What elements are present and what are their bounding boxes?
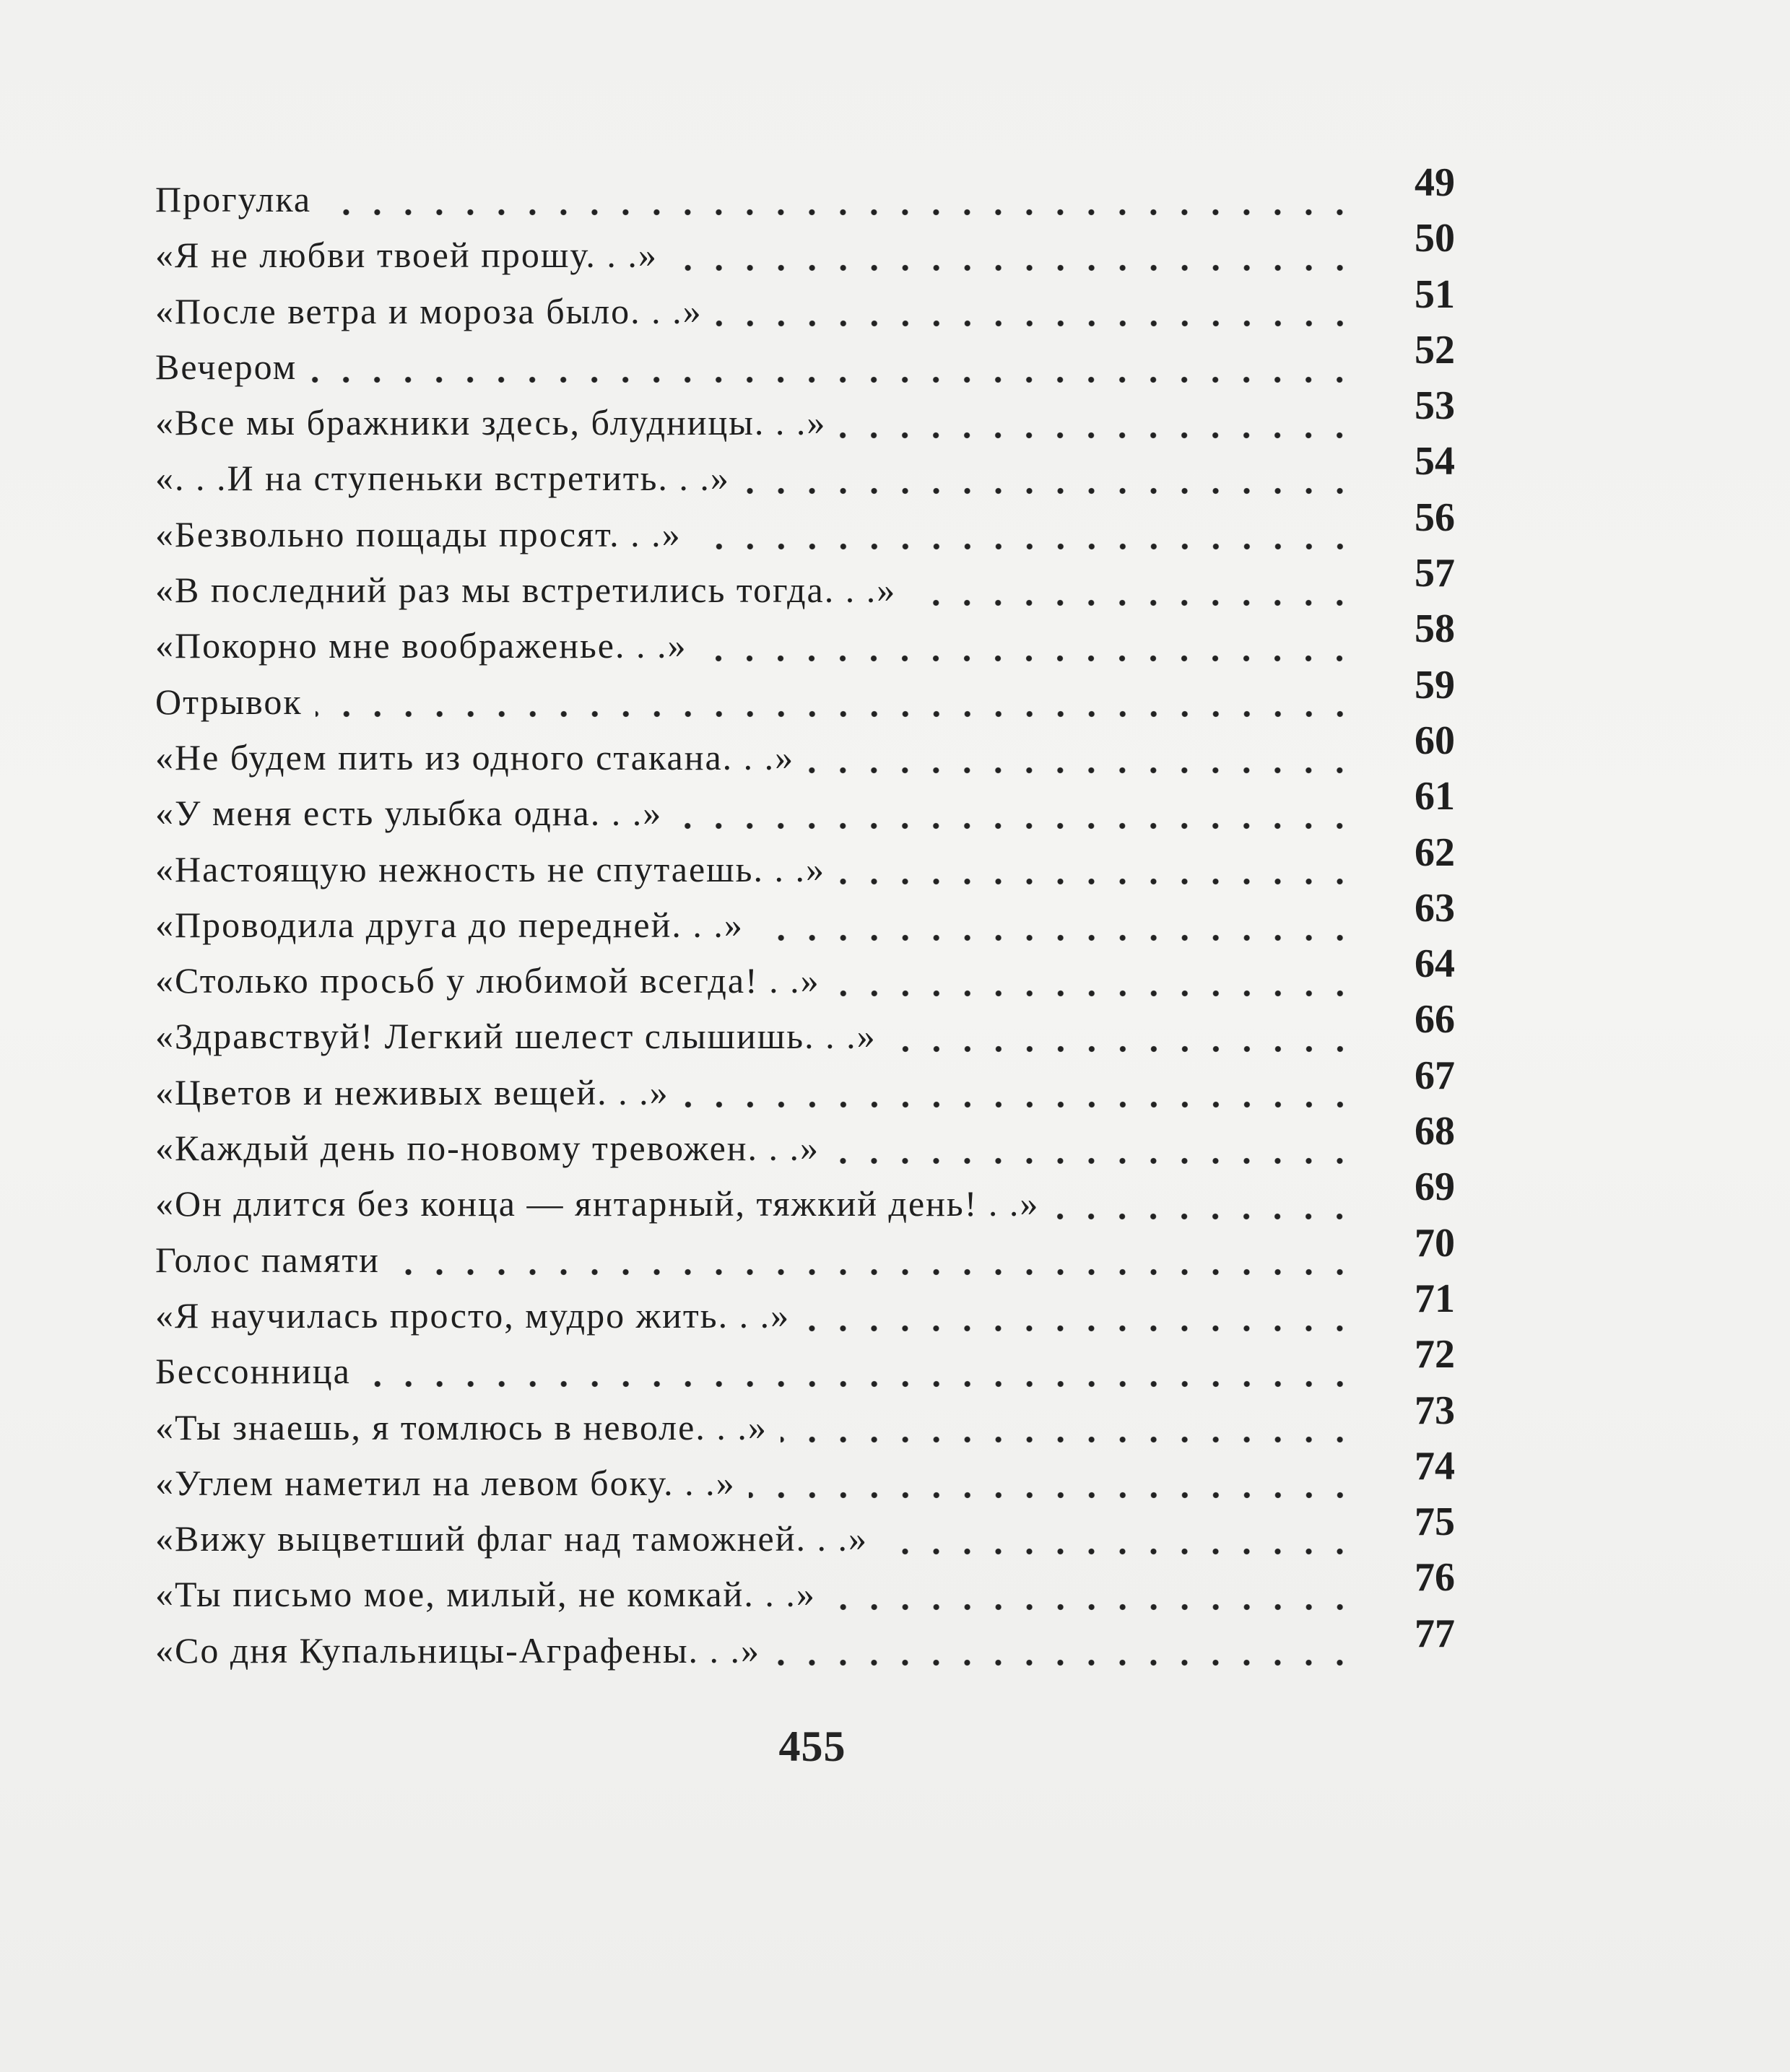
dot-leader (803, 1325, 1355, 1332)
dot-leader (829, 1603, 1355, 1611)
toc-entry (155, 495, 1455, 566)
toc-entry-title: Прогулка (155, 179, 312, 219)
toc-entry-page-number: 57 (1415, 551, 1455, 596)
toc-entry-title: «Ты знаешь, я томлюсь в неволе. . .» (155, 1406, 768, 1448)
toc-entry-page-number: 76 (1415, 1555, 1455, 1601)
toc-entry-page-number: 63 (1415, 885, 1455, 931)
toc-entry (155, 439, 1455, 510)
dot-leader (716, 320, 1355, 327)
toc-entry (155, 271, 1455, 343)
toc-entry-page-number: 49 (1415, 160, 1455, 205)
toc-entry-title: Вечером (155, 346, 297, 387)
toc-entry-page-number: 72 (1415, 1332, 1455, 1377)
dot-leader (1052, 1213, 1355, 1220)
page-number: 455 (778, 1723, 846, 1770)
toc-entry-page-number: 71 (1415, 1276, 1455, 1321)
toc-entry (155, 885, 1455, 957)
dot-leader (310, 376, 1355, 383)
dot-leader (838, 878, 1355, 885)
toc-entry (155, 1388, 1455, 1459)
toc-entry-title: «Каждый день по-новому тревожен. . .» (155, 1128, 820, 1169)
toc-entry-page-number: 59 (1415, 662, 1455, 708)
toc-entry-title: «Покорно мне воображенье. . .» (155, 625, 687, 666)
dot-leader (743, 487, 1355, 495)
dot-leader (757, 934, 1355, 941)
dot-leader (671, 264, 1355, 271)
toc-entry-title: Бессонница (155, 1351, 351, 1392)
toc-entry (155, 160, 1455, 231)
toc-entry-page-number: 66 (1415, 997, 1455, 1042)
toc-entry-page-number: 52 (1415, 327, 1455, 373)
toc-entry (155, 327, 1455, 399)
dot-leader (324, 209, 1355, 216)
dot-leader (807, 767, 1355, 774)
dot-leader (773, 1659, 1355, 1666)
toc-entry (155, 1555, 1455, 1626)
toc-entry-page-number: 53 (1415, 383, 1455, 429)
toc-entry-page-number: 56 (1415, 495, 1455, 540)
toc-entry-title: «Я научилась просто, мудро жить. . .» (155, 1294, 791, 1336)
toc-entry-page-number: 51 (1415, 271, 1455, 317)
toc-entry-page-number: 58 (1415, 606, 1455, 652)
dot-leader (682, 1101, 1355, 1108)
dot-leader (839, 432, 1355, 439)
toc-entry (155, 1109, 1455, 1180)
toc-entry-title: «Он длится без конца — янтарный, тяжкий день! . .» (155, 1183, 1040, 1224)
toc-entry-page-number: 69 (1415, 1165, 1455, 1210)
toc-entry-page-number: 70 (1415, 1220, 1455, 1266)
toc-entry (155, 216, 1455, 287)
dot-leader (833, 990, 1355, 997)
dot-leader (833, 1157, 1355, 1165)
toc-entry (155, 383, 1455, 454)
toc-entry-title: «Углем наметил на левом боку. . .» (155, 1462, 736, 1503)
toc-entry-title: «Настоящую нежность не спутаешь. . .» (155, 848, 825, 889)
toc-entry (155, 1611, 1455, 1682)
toc-entry (155, 606, 1455, 677)
dot-leader (781, 1436, 1355, 1443)
toc-entry-page-number: 61 (1415, 774, 1455, 819)
toc-entry (155, 662, 1455, 734)
toc-entry-page-number: 74 (1415, 1443, 1455, 1489)
toc-entry (155, 830, 1455, 901)
toc-entry-page-number: 62 (1415, 830, 1455, 875)
toc-entry-page-number: 73 (1415, 1388, 1455, 1433)
toc-entry-title: Голос памяти (155, 1239, 380, 1280)
toc-entry-title: «Не будем пить из одного стакана. . .» (155, 736, 795, 778)
dot-leader (695, 543, 1355, 550)
dot-leader (881, 1548, 1355, 1555)
toc-entry-page-number: 54 (1415, 439, 1455, 484)
toc-entry-title: «Вижу выцветший флаг над таможней. . .» (155, 1518, 868, 1559)
dot-leader (675, 822, 1355, 830)
toc-entry (155, 1332, 1455, 1403)
dot-leader (700, 655, 1355, 662)
toc-entry-title: «Все мы бражники здесь, блудницы. . .» (155, 402, 827, 443)
toc-entry (155, 941, 1455, 1012)
toc-entry-title: «Ты письмо мое, милый, не комкай. . .» (155, 1574, 816, 1615)
toc-entry (155, 1220, 1455, 1292)
toc-entry-page-number: 77 (1415, 1611, 1455, 1656)
toc-entry-title: Отрывок (155, 681, 303, 722)
toc-entry-page-number: 60 (1415, 718, 1455, 763)
dot-leader (316, 710, 1355, 718)
toc-entry-title: «Безвольно пощады просят. . .» (155, 513, 682, 554)
toc-entry-title: «Проводила друга до передней. . .» (155, 904, 744, 945)
dot-leader (890, 1045, 1355, 1053)
dot-leader (749, 1492, 1355, 1499)
toc-entry-title: «Здравствуй! Легкий шелест слышишь. . .» (155, 1016, 877, 1057)
toc-entry-title: «Столько просьб у любимой всегда! . .» (155, 960, 820, 1001)
dot-leader (393, 1268, 1355, 1276)
toc-entry-title: «Я не любви твоей прошу. . .» (155, 235, 658, 276)
toc-entry-title: «После ветра и мороза было. . .» (155, 290, 703, 331)
dot-leader (364, 1380, 1355, 1388)
toc-entry-title: «Со дня Купальницы-Аграфены. . .» (155, 1629, 761, 1671)
toc-entry-title: «В последний раз мы встретились тогда. . .» (155, 570, 897, 611)
toc-entry (155, 718, 1455, 789)
table-of-contents (155, 160, 1455, 1682)
toc-entry-page-number: 67 (1415, 1053, 1455, 1098)
toc-entry (155, 774, 1455, 845)
toc-entry-page-number: 50 (1415, 216, 1455, 261)
toc-entry (155, 551, 1455, 622)
toc-entry (155, 1276, 1455, 1347)
toc-entry (155, 1443, 1455, 1515)
toc-entry-title: «. . .И на ступеньки встретить. . .» (155, 458, 730, 499)
toc-entry-page-number: 64 (1415, 941, 1455, 987)
toc-entry-title: «У меня есть улыбка одна. . .» (155, 793, 663, 834)
toc-entry (155, 1165, 1455, 1235)
dot-leader (909, 599, 1355, 606)
toc-entry (155, 1053, 1455, 1124)
toc-entry-title: «Цветов и неживых вещей. . .» (155, 1071, 669, 1113)
toc-entry (155, 997, 1455, 1068)
toc-entry-page-number: 75 (1415, 1499, 1455, 1545)
toc-entry-page-number: 68 (1415, 1109, 1455, 1154)
toc-entry (155, 1499, 1455, 1570)
